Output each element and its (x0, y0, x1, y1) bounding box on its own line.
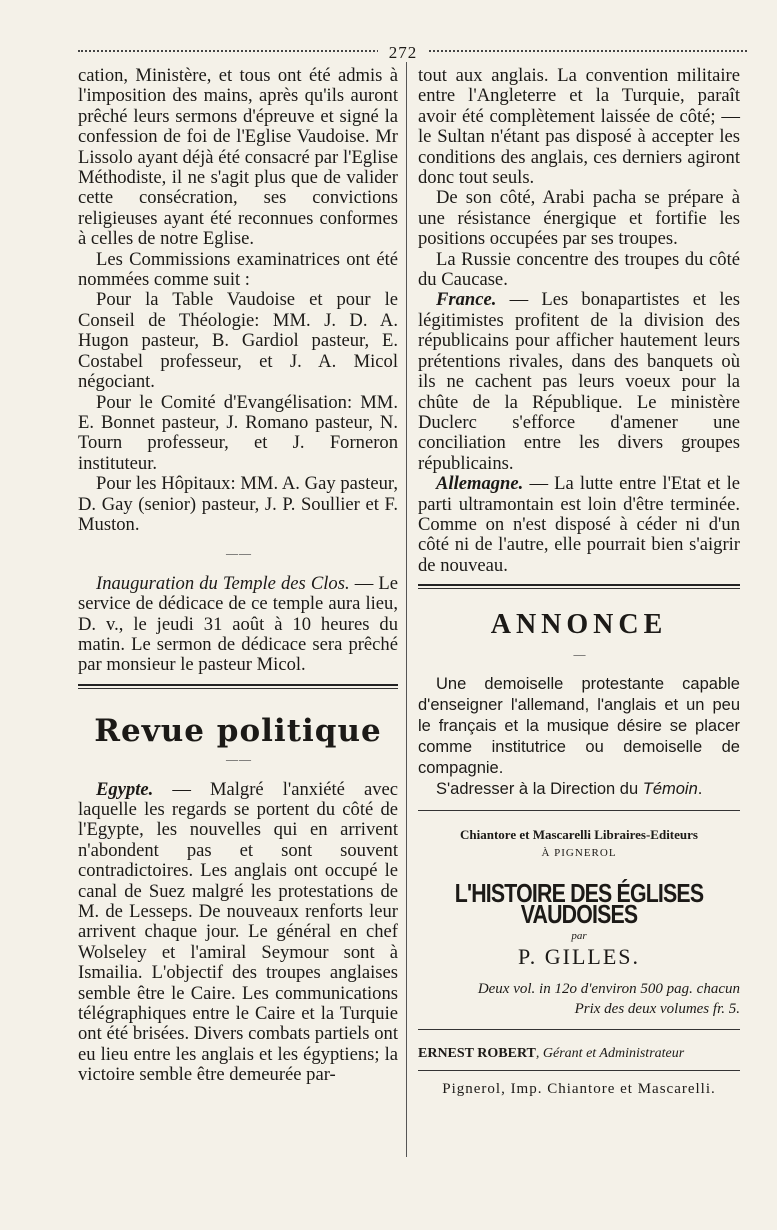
allemagne-text: — La lutte entre l'Etat et le parti ultramontain est loin d'être terminée. Comme on n'est disposé à céder ni d'un côté ni de l'autre, elle pourrait bien s'aigrir de nouveau. (418, 473, 740, 576)
egypte-label: Egypte. (96, 778, 154, 800)
paragraph-commissions: Les Commissions examinatrices ont été nommées comme suit : (78, 248, 398, 291)
section-rule (78, 684, 398, 686)
allemagne-label: Allemagne. (436, 473, 524, 495)
paragraph-hopitaux: Pour les Hôpitaux: MM. A. Gay pasteur, D. Gay (senior) pasteur, J. P. Soullier et F. Muston. (78, 473, 398, 535)
right-column (418, 66, 740, 1100)
paragraph-arabi: De son côté, Arabi pacha se prépare à une résistance énergique et fortifie les positions occupées par ses troupes. (418, 187, 740, 250)
gerant-line (418, 1044, 740, 1064)
annonce-text: Une demoiselle protestante capable d'enseigner l'allemand, l'anglais et un peu le français et la musique désire se placer comme institutrice ou demoiselle de compagnie. (418, 674, 740, 777)
france-label: France. (436, 289, 497, 311)
paragraph-egypte (78, 780, 398, 1086)
paragraph-evangelisation: Pour le Comité d'Evangélisation: MM. E. Bonnet pasteur, J. Romano pasteur, N. Tourn professeur, et J. Forneron instituteur. (78, 391, 398, 474)
paragraph-russie: La Russie concentre des troupes du côté du Caucase. (418, 248, 740, 291)
book-title: L'HISTOIRE DES ÉGLISES VAUDOISES (454, 878, 704, 929)
annonce-rule-thin (418, 588, 740, 589)
revue-politique-title: Revue politique (94, 712, 382, 749)
paragraph-allemagne (418, 474, 740, 576)
gerant-name: ERNEST ROBERT (418, 1046, 536, 1061)
inauguration-title: Inauguration du Temple des Clos. (96, 572, 350, 594)
revue-separator: — — (226, 752, 250, 767)
separator: — — (226, 546, 250, 561)
book-author: P. GILLES. (517, 943, 641, 969)
annonce-title: ANNONCE (490, 609, 668, 641)
annonce-contact-prefix: S'adresser à la Direction du (436, 779, 643, 798)
column-divider (406, 62, 407, 1157)
inauguration-text: — Le service de dédicace de ce temple aura lieu, D. v., le jeudi 31 août à 10 heures du matin. Le sermon de dédicace sera prêché par monsieur le pasteur Micol. (78, 572, 399, 676)
paragraph-table-vaudoise: Pour la Table Vaudoise et pour le Conseil de Théologie: MM. J. D. A. Hugon pasteur, B. Gardiol pasteur, E. Costabel professeur, et J. A. Micol négociant. (78, 289, 398, 393)
paragraph-convention: tout aux anglais. La convention militaire entre l'Angleterre et la Turquie, paraît avoir été complètement laissée de côté; — le Sultan n'étant pas disposé à accepter les conditions des anglais, ces derniers agiront donc tout seuls. (418, 65, 740, 189)
book-par: par (571, 930, 587, 943)
left-column (78, 66, 398, 1086)
publisher-rule (418, 810, 740, 811)
annonce-contact-suffix: . (697, 779, 703, 798)
egypte-text: — Malgré l'anxiété avec laquelle les regards se portent du côté de l'Egypte, les nouvelles qui en arrivent n'abondent pas et sont souvent contradictoires. Les anglais ont occupé le canal de Suez malgré les protestations de M. de Lesseps. De nouveaux renforts leur arrivent chaque jour. Le général en chef Wolseley et l'amiral Seymour sont à Ismailia. L'objectif des troupes anglaises semble être le Caire. Les communications télégraphiques entre le Caire et la Turquie ont été brisées. Divers combats partiels ont eu lieu entre les anglais et les égyptiens; la victoire semble être demeurée par- (78, 778, 398, 1086)
paragraph-france (418, 290, 740, 474)
book-detail-price: Prix des deux volumes fr. 5. (574, 1001, 740, 1017)
annonce-separator: — (573, 646, 585, 661)
section-rule-thin (78, 688, 398, 689)
annonce-contact (418, 779, 740, 800)
gerant-rule (418, 1029, 740, 1030)
printer-rule (418, 1070, 740, 1071)
book-detail-volumes: Deux vol. in 12o d'environ 500 pag. chacun (477, 981, 740, 997)
gerant-role: , Gérant et Administrateur (535, 1046, 685, 1061)
paragraph-inauguration (78, 574, 398, 676)
publisher-city: À PIGNEROL (541, 846, 617, 859)
paragraph-ordination: cation, Ministère, et tous ont été admis à l'imposition des mains, après qu'ils auront prêché leurs sermons d'épreuve et signé la confession de foi de l'Eglise Vaudoise. Mr Lissolo ayant déjà été consacré par l'Eglise Méthodiste, il ne s'agit plus que de valider cette consécration, ses convictions religieuses ayant été reconnues conformes à celles de notre Eglise. (78, 65, 398, 250)
publisher-line: Chiantore et Mascarelli Libraires-Editeurs (460, 826, 698, 842)
france-text: — Les bonapartistes et les légitimistes profitent de la division des républicains pour afficher hautement leurs prétentions rivales, dans des banquets où ils ne cachent pas leurs voeux pour la chûte de la République. Le ministère Duclerc s'efforce d'amener une conciliation entre les divers groupes républicains. (418, 289, 740, 474)
page-number: 272 (378, 43, 428, 63)
printer-line: Pignerol, Imp. Chiantore et Mascarelli. (442, 1081, 716, 1098)
annonce-rule (418, 584, 740, 586)
annonce-contact-journal: Témoin (642, 779, 698, 798)
